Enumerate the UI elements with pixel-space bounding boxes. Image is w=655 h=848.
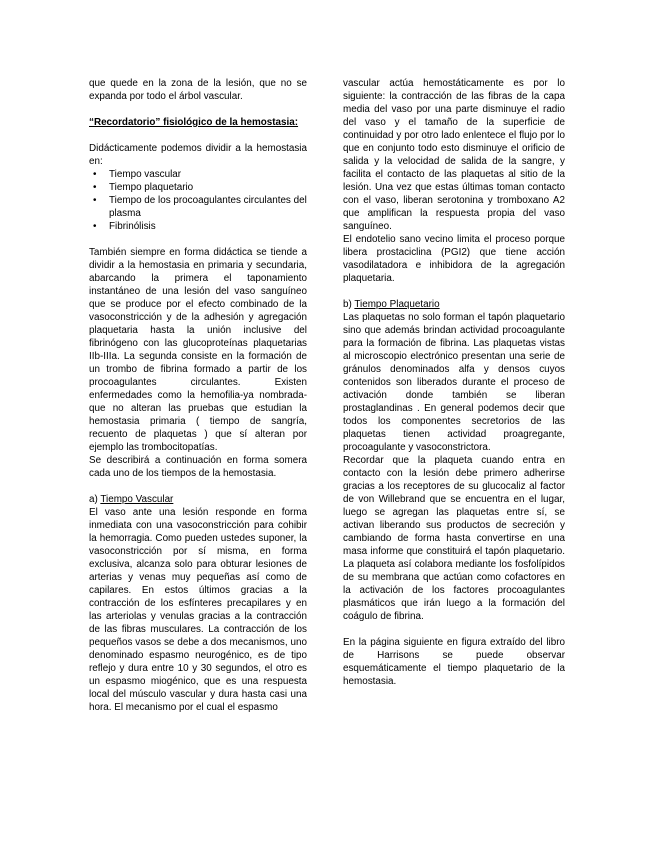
bullet-icon: • [93, 195, 97, 206]
bullet-icon: • [93, 182, 97, 193]
subsection-b-title: Tiempo Plaquetario [354, 299, 440, 310]
list-item [89, 181, 307, 194]
intro-paragraph: que quede en la zona de la lesión, que no se expanda por todo el árbol vascular. [89, 78, 307, 102]
bullet-icon: • [93, 169, 97, 180]
list-item [89, 168, 307, 181]
subsection-a-heading [89, 493, 307, 506]
subsection-a-prefix: a) [89, 494, 101, 505]
list-item [89, 194, 307, 220]
list-item-text: Tiempo plaquetario [109, 182, 194, 193]
right-column [343, 77, 565, 688]
bullet-icon: • [93, 221, 97, 232]
list-item-text: Fibrinólisis [109, 221, 156, 232]
section-title: “Recordatorio” fisiológico de la hemostasia: [89, 117, 299, 128]
description-paragraph: Se describirá a continuación en forma somera cada uno de los tiempos de la hemostasia. [89, 455, 307, 479]
subsection-a-title: Tiempo Vascular [100, 494, 174, 505]
subsection-b-body-2: Recordar que la plaqueta cuando entra en contacto con la lesión debe primero adherirse gracias a los receptores de su glucocaliz al factor de von Willebrand que se encuentra en el lugar, luego se agregan las plaquetas entre sí, se activan liberando sus productos de secreción y cambiando de forma hasta convertirse en una masa informe que constituirá el tapón plaquetario. La plaqueta así colabora mediante los fosfolípidos de su membrana que actúan como cofactores en la activación de los factores procoagulantes plasmáticos que irán luego a la formación del coágulo de fibrina. [343, 455, 565, 622]
list-item-text: Tiempo vascular [109, 169, 182, 180]
primary-secondary-paragraph: También siempre en forma didáctica se tiende a dividir a la hemostasia en primaria y secundaria, abarcando la primera el taponamiento instantáneo de una lesión del vaso sanguíneo que se produce por el efecto combinado de la vasoconstricción y de la adhesión y agregación plaquetaria hasta la unión inclusive del fibrinógeno con las glucoproteínas plaquetarias IIb-IIIa. La segunda consiste en la formación de un trombo de fibrina formado a partir de los procoagulantes circulantes. Existen enfermedades como la hemofilia-ya nombrada- que no alteran las pruebas que estudian la hemostasia primaria ( tiempo de sangría, recuento de plaquetas ) que sí alteran por ejemplo las trombocitopatías. [89, 247, 307, 453]
closing-paragraph: En la página siguiente en figura extraído del libro de Harrisons se puede observar esquemáticamente el tiempo plaquetario de la hemostasia. [343, 637, 565, 687]
list-intro: Didácticamente podemos dividir a la hemostasia en: [89, 143, 307, 167]
list-item [89, 220, 307, 233]
endothelium-paragraph: El endotelio sano vecino limita el proceso porque libera prostaciclina (PGI2) que tiene acción vasodilatadora e inhibidora de la agregación plaquetaria. [343, 234, 565, 284]
subsection-a-body: El vaso ante una lesión responde en forma inmediata con una vasoconstricción para cohibir la hemorragia. Como pueden ustedes suponer, la vasoconstricción por sí misma, en forma exclusiva, alcanza solo para obturar lesiones de arterias y venas muy pequeñas así como de capilares. En estos últimos gracias a la contracción de los esfínteres precapilares y en las arteriolas y venulas gracias a la contracción de las fibras musculares. La contracción de los pequeños vasos se debe a dos mecanismos, uno denominado espasmo neurogénico, es de tipo reflejo y dura entre 10 y 30 segundos, el otro es un espasmo miogénico, que es una respuesta local del músculo vascular y dura hasta casi una hora. El mecanismo por el cual el espasmo [89, 507, 307, 713]
vascular-continuation-paragraph: vascular actúa hemostáticamente es por lo siguiente: la contracción de las fibras de la capa media del vaso por una parte disminuye el radio del vaso y el tamaño de la superficie de continuidad y por otro lado enlentece el flujo por lo que en conjunto todo esto disminuye el orificio de salida y la velocidad de salida de la sangre, y facilita el contacto de las plaquetas al sitio de la lesión. Una vez que estas últimas toman contacto con el vaso, liberan serotonina y tromboxano A2 que amplifican la respuesta propia del vaso sanguíneo. [343, 78, 565, 232]
subsection-b-prefix: b) [343, 299, 355, 310]
hemostasis-list [89, 168, 307, 233]
list-item-text: Tiempo de los procoagulantes circulantes del plasma [109, 195, 307, 219]
subsection-b-heading [343, 298, 565, 311]
left-column [89, 77, 307, 714]
subsection-b-body-1: Las plaquetas no solo forman el tapón plaquetario sino que además brindan actividad procoagulante para la formación de fibrina. Las plaquetas vistas al microscopio electrónico presentan una serie de gránulos denominados alfa y densos cuyos contenidos son liberados durante el proceso de activación donde también se liberan prostaglandinas . En general podemos decir que todos los componentes secretorios de las plaquetas tienen actividad proagregante, procoagulante y vasoconstrictora. [343, 312, 565, 453]
